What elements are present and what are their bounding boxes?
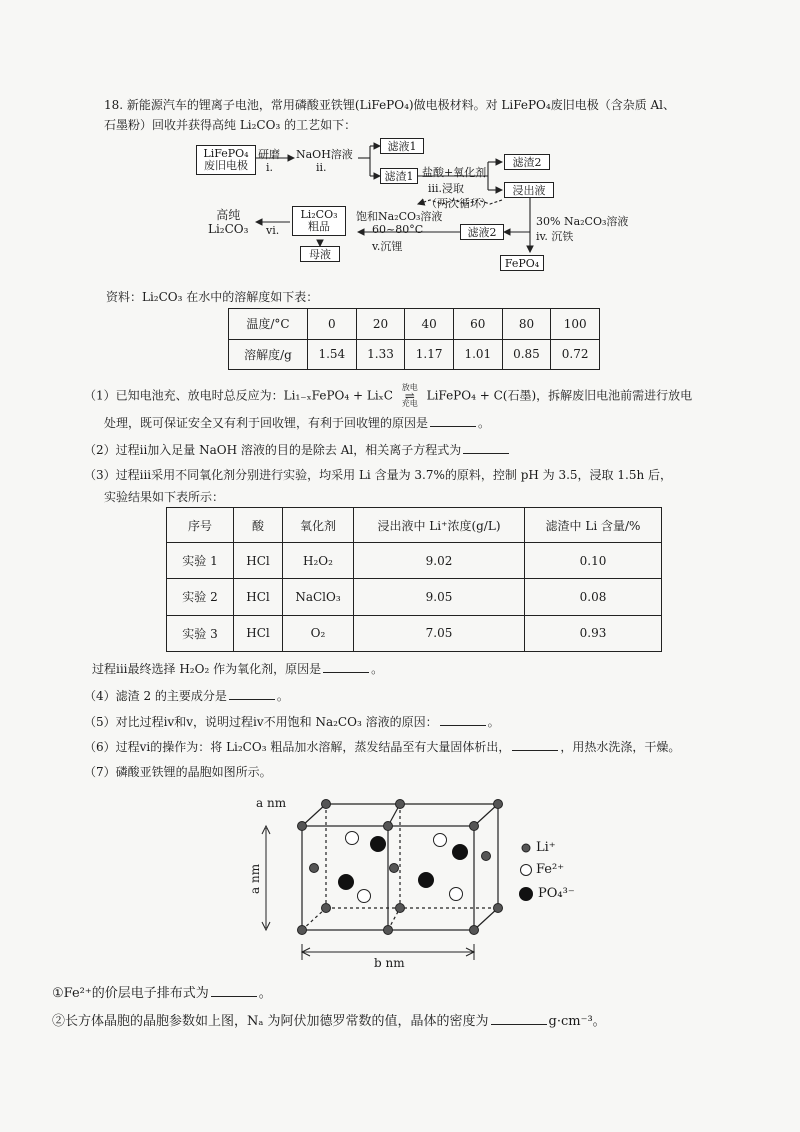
table-cell: 20: [356, 309, 405, 340]
crystal-cell-diagram: [240, 790, 600, 970]
table-cell: 7.05: [354, 615, 525, 651]
q1-suffix: LiFePO₄ + C(石墨)，拆解废旧电池前需进行放电: [426, 388, 693, 403]
column-header: 酸: [234, 508, 283, 543]
table-cell: 60: [453, 309, 502, 340]
table-cell: 实验 1: [167, 543, 234, 579]
q3-after: [92, 660, 383, 678]
unit-cell-drawing: [240, 790, 600, 970]
step-iii-mid: iii.浸取: [428, 182, 465, 195]
legend-li: Li⁺: [536, 840, 556, 855]
label-a-side: a nm: [248, 863, 262, 894]
box-lifepo4-electrode: [196, 145, 256, 175]
arrow-bottom-label: 充电: [401, 399, 418, 408]
table-cell: H₂O₂: [283, 543, 354, 579]
box-residue-2: 滤渣2: [504, 154, 550, 170]
reversible-arrow: [397, 384, 423, 408]
sub-question-1: [52, 984, 272, 1003]
table-row: [167, 543, 662, 579]
box-filtrate-2: 滤液2: [460, 224, 504, 240]
table-cell: 0.08: [525, 579, 662, 615]
pure-line2: Li₂CO₃: [208, 222, 249, 236]
solubility-caption: 资料：Li₂CO₃ 在水中的溶解度如下表：: [106, 290, 319, 304]
table-cell: O₂: [283, 615, 354, 651]
q3-line1: （3）过程iii采用不同氧化剂分别进行实验，均采用 Li 含量为 3.7%的原料，控制 pH 为 3.5，浸取 1.5h 后，: [84, 468, 673, 482]
column-header: 序号: [167, 508, 234, 543]
table-cell: 1.01: [453, 339, 502, 370]
box-label-line1: LiFePO₄: [203, 147, 249, 160]
table-cell: HCl: [234, 615, 283, 651]
table-row: [167, 579, 662, 615]
q7: （7）磷酸亚铁锂的晶胞如图所示。: [84, 765, 272, 779]
step-i-bottom: i.: [266, 161, 274, 174]
table-cell: 0.10: [525, 543, 662, 579]
q1-line2: [104, 414, 490, 432]
q3-line2: 实验结果如下表所示：: [104, 490, 225, 504]
table-cell: 80: [502, 309, 551, 340]
q6-end: ，用热水洗涤，干燥。: [560, 740, 681, 754]
crude-line1: Li₂CO₃: [300, 208, 338, 221]
answer-blank[interactable]: [440, 713, 486, 726]
table-cell: 1.33: [356, 339, 405, 370]
q5: [84, 713, 500, 731]
box-leachate: 浸出液: [504, 182, 554, 198]
table-cell: 1.17: [405, 339, 454, 370]
table-row: [229, 339, 600, 370]
step-ii-top: NaOH溶液: [296, 148, 353, 161]
step-iv-top: 30% Na₂CO₃溶液: [536, 215, 629, 228]
answer-blank[interactable]: [463, 441, 509, 454]
sub2-end: 。: [592, 1014, 606, 1029]
step-iv-bottom: iv. 沉铁: [536, 230, 574, 243]
table-cell: HCl: [234, 579, 283, 615]
table-row: [229, 309, 600, 340]
column-header: 浸出液中 Li⁺浓度(g/L): [354, 508, 525, 543]
q4-text: （4）滤渣 2 的主要成分是: [84, 689, 227, 703]
intro-line-2: 石墨粉）回收并获得高纯 Li₂CO₃ 的工艺如下：: [104, 118, 357, 132]
table-cell: 1.54: [308, 339, 357, 370]
box-mother-liquor: 母液: [300, 246, 340, 262]
q3-end: 。: [371, 662, 384, 676]
q1-line2-text: 处理，既可保证安全又有利于回收锂，有利于回收锂的原因是: [104, 416, 429, 430]
answer-blank[interactable]: [430, 414, 476, 427]
q1-line1: [84, 384, 692, 408]
table-cell: 实验 2: [167, 579, 234, 615]
table-cell: 9.05: [354, 579, 525, 615]
step-i-top: 研磨: [258, 148, 280, 161]
sub2-text: ②长方体晶胞的晶胞参数如上图，Nₐ 为阿伏加德罗常数的值，晶体的密度为: [52, 1014, 489, 1029]
box-filtrate-1: 滤液1: [380, 138, 424, 154]
answer-blank[interactable]: [323, 660, 369, 673]
intro-line-1: 新能源汽车的锂离子电池，常用磷酸亚铁锂(LiFePO₄)做电极材料。对 LiFePO₄废旧电极（含杂质 Al、: [126, 98, 676, 112]
step-iii-bottom: （两次循环）: [426, 197, 492, 210]
table-cell: NaClO₃: [283, 579, 354, 615]
q6: [84, 738, 680, 756]
table-header-row: [167, 508, 662, 543]
step-vi: vi.: [266, 224, 280, 237]
step-iii-top: 盐酸+氧化剂: [422, 166, 487, 179]
q1-prefix: （1）已知电池充、放电时总反应为：Li₁₋ₓFePO₄ + LiₓC: [84, 388, 393, 403]
row-label-solubility: 溶解度/g: [229, 339, 308, 370]
box-label-line2: 废旧电极: [204, 159, 248, 172]
arrow-top-label: 放电: [401, 383, 418, 392]
table-cell: 实验 3: [167, 615, 234, 651]
table-cell: 9.02: [354, 543, 525, 579]
step-v-top: 饱和Na₂CO₃溶液: [356, 210, 443, 223]
table-cell: 100: [551, 309, 600, 340]
q4-end: 。: [276, 689, 289, 703]
q5-end: 。: [487, 715, 500, 729]
q2-text: （2）过程ii加入足量 NaOH 溶液的目的是除去 Al，相关离子方程式为: [84, 443, 462, 457]
process-flowchart: [0, 0, 800, 290]
row-label-temperature: 温度/°C: [229, 309, 308, 340]
table-cell: HCl: [234, 543, 283, 579]
box-fepo4: FePO₄: [500, 255, 544, 271]
answer-blank[interactable]: [491, 1012, 547, 1025]
step-ii-bottom: ii.: [316, 161, 327, 174]
answer-blank[interactable]: [211, 984, 257, 997]
step-v-bottom: v.沉锂: [372, 240, 403, 253]
pure-line1: 高纯: [216, 208, 241, 222]
q4: [84, 687, 289, 705]
experiment-table: [166, 507, 662, 652]
table-cell: 0: [308, 309, 357, 340]
solubility-table: [228, 308, 600, 370]
sub-question-2: [52, 1012, 606, 1031]
box-residue-1: 滤渣1: [380, 168, 418, 184]
table-cell: 0.72: [551, 339, 600, 370]
column-header: 氧化剂: [283, 508, 354, 543]
q6-text: （6）过程vi的操作为：将 Li₂CO₃ 粗品加水溶解，蒸发结晶至有大量固体析出，: [84, 740, 511, 754]
sub1-text: ①Fe²⁺的价层电子排布式为: [52, 986, 209, 1001]
q1-end: 。: [478, 416, 491, 430]
column-header: 滤渣中 Li 含量/%: [525, 508, 662, 543]
pure-li2co3: [208, 208, 248, 236]
table-cell: 0.93: [525, 615, 662, 651]
answer-blank[interactable]: [229, 687, 275, 700]
double-arrow-icon: ⇌: [404, 389, 415, 403]
legend-fe: Fe²⁺: [536, 862, 565, 877]
sub2-unit: g·cm⁻³: [548, 1014, 593, 1029]
q3-after-text: 过程iii最终选择 H₂O₂ 作为氧化剂，原因是: [92, 662, 322, 676]
question-number: 18.: [104, 98, 124, 112]
label-a-top: a nm: [256, 796, 287, 810]
sub1-end: 。: [258, 986, 272, 1001]
answer-blank[interactable]: [512, 738, 558, 751]
step-v-mid: 60~80°C: [372, 223, 424, 236]
label-b: b nm: [374, 956, 405, 970]
table-cell: 0.85: [502, 339, 551, 370]
q2: [84, 441, 511, 459]
table-cell: 40: [405, 309, 454, 340]
box-crude-li2co3: [292, 206, 346, 236]
crude-line2: 粗品: [308, 220, 330, 233]
legend-po4: PO₄³⁻: [538, 886, 575, 901]
q5-text: （5）对比过程iv和v，说明过程iv不用饱和 Na₂CO₃ 溶液的原因：: [84, 715, 438, 729]
table-row: [167, 615, 662, 651]
